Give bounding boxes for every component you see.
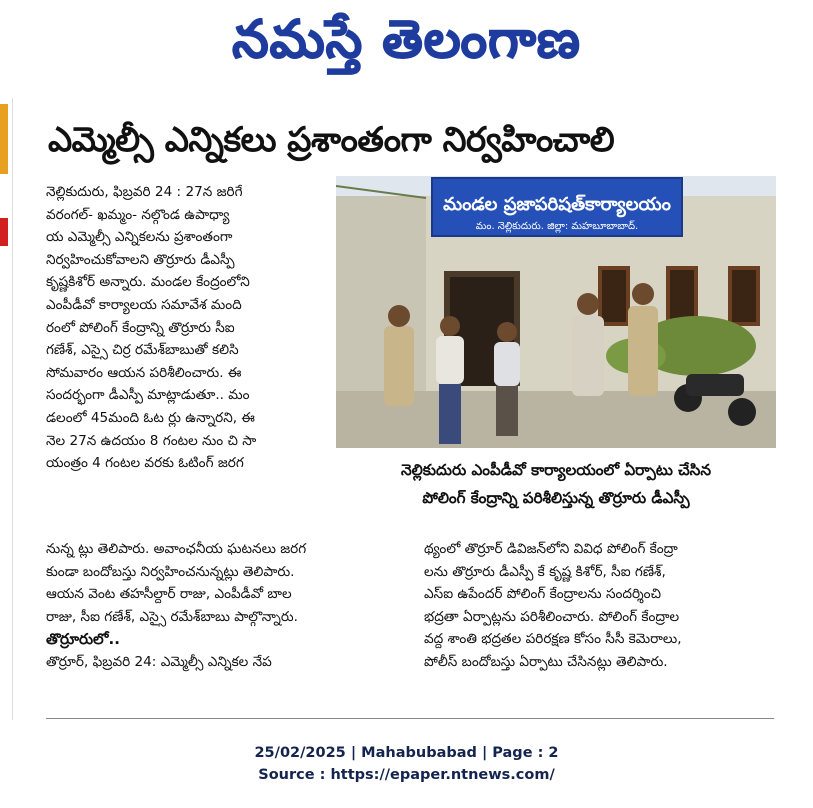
article-body-left-column [46,181,334,475]
article-headline: ఎమ్మెల్సీ ఎన్నికలు ప్రశాంతంగా నిర్వహించాలి [48,120,615,160]
body-line: ఎంపీడీవో కార్యాలయ సమావేశ మంది [46,296,242,313]
body-line: వద్ద శాంతి భద్రతల పరిరక్షణ కోసం సీసీ కెమెరాలు, [424,631,682,648]
body-line: నున్న ట్లు తెలిపారు. అవాంఛనీయ ఘటనలు జరగ [46,541,307,557]
article-body-lower-left [46,538,402,674]
adjacent-column-red-mark [0,218,8,246]
caption-line: నెల్లికుదురు ఎంపీడీవో కార్యాలయంలో ఏర్పాటు చేసిన [400,461,711,479]
office-sign-text: మండల ప్రజాపరిషత్‌కార్యాలయం [443,194,671,215]
body-line: వరంగల్- ఖమ్మం- నల్గొండ ఉపాధ్యా [46,206,230,223]
body-line: య ఎమ్మెల్సీ ఎన్నికలను ప్రశాంతంగా [46,229,233,246]
masthead-title: నమస్తే తెలంగాణ [232,10,581,70]
article-body-right-column [424,538,774,674]
body-line: కుండా బందోబస్తు నిర్వహించనున్నట్లు తెలిపారు. [46,563,295,580]
article-bottom-rule [46,718,774,719]
body-line: సోమవారం ఆయన పరిశీలించారు. ఈ [46,364,242,381]
article-subhead: తొర్రూరులో.. [46,630,120,649]
source-link[interactable]: Source : https://epaper.ntnews.com/ [258,767,555,783]
body-line: ఎస్ఐ ఉపేందర్ పోలింగ్ కేంద్రాలను సందర్శించి [424,586,661,603]
body-line: భద్రతా ఏర్పాట్లను పరిశీలించారు. పోలింగ్ కేంద్రాల [424,608,680,625]
epaper-footer [0,742,813,786]
edition-info: 25/02/2025 | Mahabubabad | Page : 2 [254,745,559,761]
body-line: డలంలో 45మంది ఓట ర్లు ఉన్నారని, ఈ [46,409,255,426]
body-line: థ్యంలో తొర్రూర్ డివిజన్‌లోని వివిధ పోలింగ్ కేంద్రా [424,541,678,557]
polling-station-photo [336,176,776,448]
body-line: కృష్ణకిశోర్ అన్నారు. మండల కేంద్రంలోని [46,274,250,291]
body-line: తొర్రూర్, ఫిబ్రవరి 24: ఎమ్మెల్సీ ఎన్నికల నేప [46,653,272,670]
body-line: నెల 27న ఉదయం 8 గంటల నుం చి సా [46,432,257,449]
adjacent-column-strip [0,98,13,720]
body-line: యంత్రం 4 గంటల వరకు ఓటింగ్ జరగ [46,455,244,472]
body-line: రాజు, సీఐ గణేశ్, ఎస్సై రమేశ్‌బాబు పాల్గొన్నారు. [46,608,298,625]
body-line: పోలీస్ బందోబస్తు ఏర్పాటు చేసినట్లు తెలిపారు. [424,653,668,670]
caption-line: పోలింగ్ కేంద్రాన్ని పరిశీలిస్తున్న తొర్రూరు డీఎస్పీ [422,489,690,507]
body-line: ఆయన వెంట తహసీల్దార్ రాజు, ఎంపీడీవో బాల [46,586,292,603]
body-line: లను తొర్రూరు డీఎస్పీ కే కృష్ణ కిశోర్, సీఐ గణేశ్, [424,563,666,580]
body-line: సందర్భంగా డీఎస్పీ మాట్లాడుతూ.. మం [46,387,250,404]
body-line: నెల్లికుదురు, ఫిబ్రవరి 24 : 27న జరిగే [46,184,243,200]
polling-station-photo-illustration [336,176,776,448]
news-clipping [0,98,813,720]
office-sign-subtext: మం. నెల్లికుదురు. జిల్లా: మహబూబాబాద్. [475,221,639,232]
photo-caption [340,456,772,512]
body-line: రంలో పోలింగ్ కేంద్రాన్ని తొర్రూరు సీఐ [46,319,235,336]
body-line: నిర్వహించుకోవాలని తొర్రూరు డీఎస్పీ [46,251,235,268]
body-line: గణేశ్, ఎస్సై చిర్ర రమేశ్‌బాబుతో కలిసి [46,342,239,359]
adjacent-column-color-mark [0,104,8,174]
